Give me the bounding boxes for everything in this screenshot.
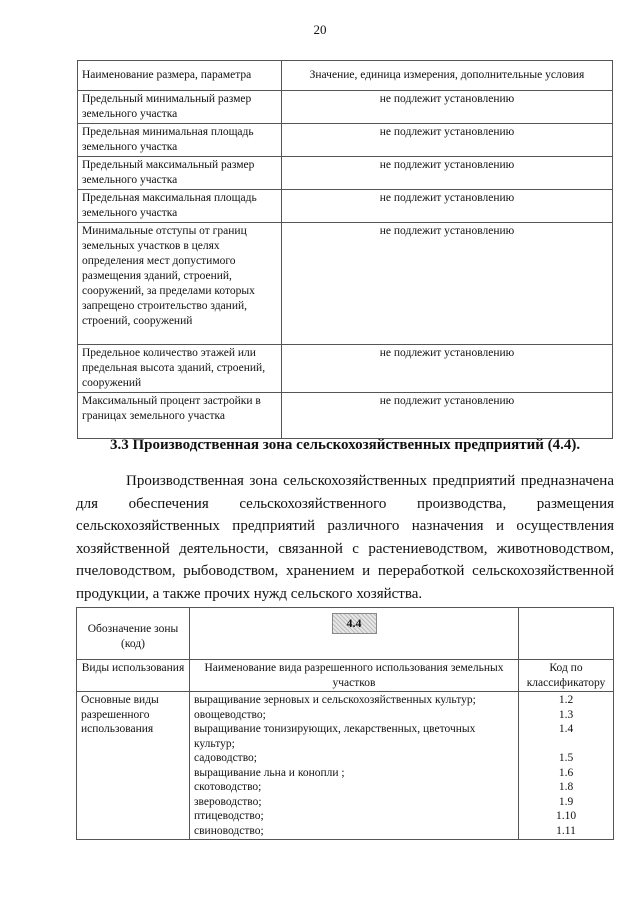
param-value: не подлежит установлению — [282, 157, 613, 190]
table-header-row — [77, 660, 614, 692]
zone-uses-table — [76, 607, 614, 840]
list-item: скотоводство; — [194, 781, 262, 793]
param-name: Предельный максимальный размер земельного участка — [78, 157, 282, 190]
param-name: Предельное количество этажей или предельная высота зданий, строений, сооружений — [78, 345, 282, 393]
param-value: не подлежит установлению — [282, 345, 613, 393]
section-heading: 3.3 Производственная зона сельскохозяйственных предприятий (4.4). — [110, 437, 581, 453]
param-value: не подлежит установлению — [282, 91, 613, 124]
param-name: Предельный минимальный размер земельного участка — [78, 91, 282, 124]
header-cell: Наименование размера, параметра — [78, 61, 282, 91]
param-value: не подлежит установлению — [282, 223, 613, 345]
header-cell: Наименование вида разрешенного использования земельных участков — [190, 660, 519, 692]
table-row — [78, 124, 613, 157]
list-item: 1.5 — [558, 752, 574, 764]
list-item: 1.2 — [558, 694, 574, 706]
list-item: выращивание тонизирующих, лекарственных, цветочных культур; — [194, 723, 476, 750]
use-codes — [519, 692, 614, 840]
zone-row — [77, 608, 614, 660]
list-item: 1.10 — [555, 810, 577, 822]
list-item: звероводство; — [194, 795, 262, 808]
use-group-label: Основные виды разрешенного использования — [77, 692, 190, 840]
table-row — [78, 91, 613, 124]
param-name: Максимальный процент застройки в границах земельного участка — [78, 393, 282, 439]
list-item: 1.6 — [558, 766, 574, 779]
table-row — [78, 393, 613, 439]
zone-code: 4.4 — [332, 613, 377, 634]
use-names — [190, 692, 519, 840]
param-name: Предельная максимальная площадь земельного участка — [78, 190, 282, 223]
param-name: Минимальные отступы от границ земельных участков в целях определения мест допустимого размещения зданий, строений, сооружений, за пределами которых запрещено строительство зданий, строений, сооружений — [78, 223, 282, 345]
parameters-table — [77, 60, 613, 439]
param-value: не подлежит установлению — [282, 190, 613, 223]
list-item: овощеводство; — [194, 708, 266, 721]
list-item: 1.8 — [558, 781, 574, 793]
list-item: выращивание льна и конопли ; — [194, 766, 345, 779]
list-item: свиноводство; — [194, 824, 264, 837]
list-item: птицеводство; — [194, 810, 264, 822]
list-item: 1.3 — [558, 708, 574, 721]
param-name: Предельная минимальная площадь земельного участка — [78, 124, 282, 157]
zone-code-cell — [190, 608, 519, 660]
header-cell: Код по классификатору — [519, 660, 614, 692]
list-item: 1.11 — [556, 824, 576, 837]
table-header-row — [78, 61, 613, 91]
list-item: 1.9 — [558, 795, 574, 808]
table-row — [78, 223, 613, 345]
page-number: 20 — [313, 22, 327, 37]
list-item: садоводство; — [194, 752, 257, 764]
header-cell: Виды использования — [77, 660, 190, 692]
header-cell: Значение, единица измерения, дополнительные условия — [282, 61, 613, 91]
list-item: выращивание зерновых и сельскохозяйственных культур; — [194, 694, 476, 706]
table-row — [78, 190, 613, 223]
table-row — [78, 345, 613, 393]
empty-cell — [519, 608, 614, 660]
zone-label: Обозначение зоны (код) — [77, 608, 190, 660]
body-paragraph: Производственная зона сельскохозяйственных предприятий предназначена для обеспечения сельскохозяйственного производства, размещения сельскохозяйственных предприятий различного назначения и осуществления хозяйственной деятельности, связанной с растениеводством, животноводством, пчеловодством, рыбоводством, хранением и переработкой сельскохозяйственной продукции, а также прочих нужд сельского хозяйства. — [76, 473, 614, 602]
list-item: 1.4 — [558, 723, 574, 735]
param-value: не подлежит установлению — [282, 124, 613, 157]
param-value: не подлежит установлению — [282, 393, 613, 439]
table-row — [78, 157, 613, 190]
table-row — [77, 692, 614, 840]
